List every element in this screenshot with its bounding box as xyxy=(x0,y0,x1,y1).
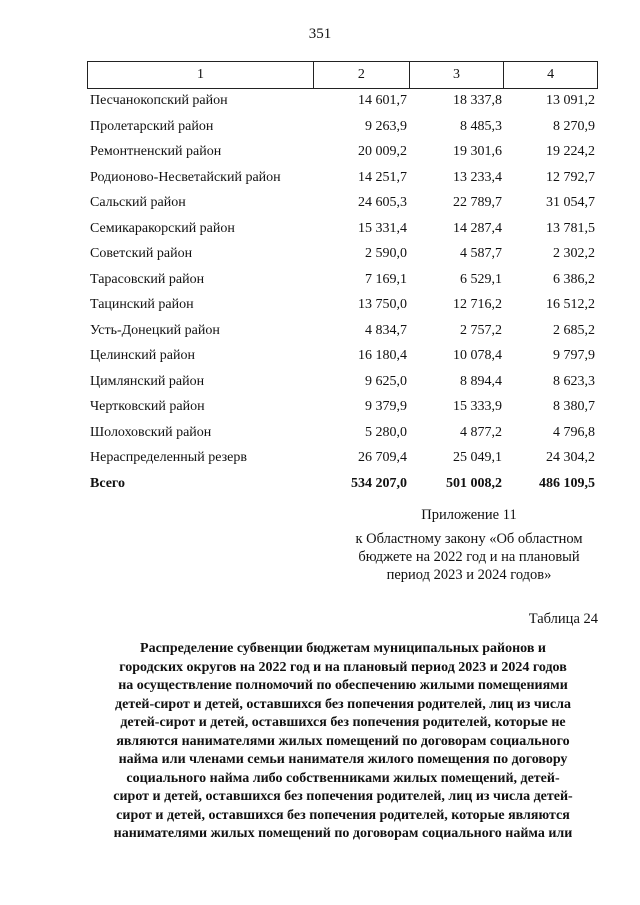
row-name: Чертковский район xyxy=(90,399,205,414)
row-value-2022: 13 750,0 xyxy=(358,297,407,312)
row-value-2023: 25 049,1 xyxy=(453,450,502,465)
row-value-2022: 24 605,3 xyxy=(358,195,407,210)
table-row xyxy=(87,241,598,267)
row-value-2023: 13 233,4 xyxy=(453,170,502,185)
row-name: Усть-Донецкий район xyxy=(90,323,220,338)
row-value-2022: 20 009,2 xyxy=(358,144,407,159)
appendix-line-3: бюджете на 2022 год и на плановый xyxy=(358,549,580,565)
table-row xyxy=(87,190,598,216)
row-value-2023: 14 287,4 xyxy=(453,221,502,236)
row-value-2023: 22 789,7 xyxy=(453,195,502,210)
title-line: городских округов на 2022 год и на плановый период 2023 и 2024 годов xyxy=(119,659,567,675)
table-row xyxy=(87,369,598,395)
row-name: Ремонтненский район xyxy=(90,144,222,159)
title-line: сирот и детей, оставшихся без попечения родителей, лиц из числа детей- xyxy=(113,789,573,804)
row-name: Песчанокопский район xyxy=(90,93,228,108)
row-value-2023: 2 757,2 xyxy=(460,323,502,338)
row-value-2023: 10 078,4 xyxy=(453,348,502,363)
row-value-2023: 6 529,1 xyxy=(460,272,502,287)
table-row xyxy=(87,343,598,369)
row-value-2022: 14 601,7 xyxy=(358,93,407,108)
table-row xyxy=(87,88,598,114)
table-header-row xyxy=(87,61,598,89)
table-row xyxy=(87,394,598,420)
table-row xyxy=(87,292,598,318)
row-value-2024: 8 270,9 xyxy=(553,119,595,134)
row-value-2022: 7 169,1 xyxy=(365,272,407,287)
row-value-2022: 16 180,4 xyxy=(358,348,407,363)
row-value-2023: 12 716,2 xyxy=(453,297,502,312)
table-label: Таблица 24 xyxy=(528,611,598,627)
title-line: являются нанимателями жилых помещений по договорам социального xyxy=(116,733,570,749)
row-value-2024: 2 302,2 xyxy=(553,246,595,261)
title-line: детей-сирот и детей, оставшихся без попечения родителей, лиц из числа xyxy=(115,696,571,712)
row-value-2022: 26 709,4 xyxy=(358,450,407,465)
row-value-2023: 15 333,9 xyxy=(453,399,502,414)
row-value-2024: 4 796,8 xyxy=(553,425,595,440)
appendix-number: Приложение 11 xyxy=(421,507,517,523)
row-name: Пролетарский район xyxy=(90,119,214,134)
appendix-line-4: период 2023 и 2024 годов» xyxy=(386,567,552,583)
row-value-2022: 5 280,0 xyxy=(365,425,407,440)
row-name: Целинский район xyxy=(90,348,195,363)
row-value-2023: 19 301,6 xyxy=(453,144,502,159)
row-value-2023: 8 485,3 xyxy=(460,119,502,134)
table-row xyxy=(87,216,598,242)
row-value-2024: 13 781,5 xyxy=(546,221,595,236)
row-name: Нераспределенный резерв xyxy=(90,450,247,465)
row-name: Тацинский район xyxy=(90,297,194,312)
table-row xyxy=(87,420,598,446)
row-value-2023: 18 337,8 xyxy=(453,93,502,108)
title-line: нанимателями жилых помещений по договорам социального найма или xyxy=(113,826,573,841)
row-value-2022: 14 251,7 xyxy=(358,170,407,185)
header-col-2: 2 xyxy=(314,62,410,88)
total-label: Всего xyxy=(90,476,125,491)
row-value-2023: 8 894,4 xyxy=(460,374,502,389)
row-value-2024: 24 304,2 xyxy=(546,450,595,465)
row-value-2022: 15 331,4 xyxy=(358,221,407,236)
row-value-2023: 4 877,2 xyxy=(460,425,502,440)
row-value-2024: 8 623,3 xyxy=(553,374,595,389)
row-name: Советский район xyxy=(90,246,193,261)
total-value-2022: 534 207,0 xyxy=(351,476,407,491)
row-value-2024: 8 380,7 xyxy=(553,399,595,414)
row-name: Семикаракорский район xyxy=(90,221,235,236)
total-value-2024: 486 109,5 xyxy=(539,476,595,491)
row-value-2022: 4 834,7 xyxy=(365,323,407,338)
row-value-2024: 31 054,7 xyxy=(546,195,595,210)
row-value-2024: 6 386,2 xyxy=(553,272,595,287)
row-value-2022: 9 263,9 xyxy=(365,119,407,134)
row-value-2022: 9 625,0 xyxy=(365,374,407,389)
row-value-2023: 4 587,7 xyxy=(460,246,502,261)
row-value-2022: 9 379,9 xyxy=(365,399,407,414)
table-row xyxy=(87,318,598,344)
title-line: сирот и детей, оставшихся без попечения родителей, которые являются xyxy=(116,807,570,823)
row-value-2024: 16 512,2 xyxy=(546,297,595,312)
row-name: Шолоховский район xyxy=(90,425,212,440)
title-line: детей-сирот и детей, оставшихся без попечения родителей, которые не xyxy=(120,715,566,730)
row-name: Родионово-Несветайский район xyxy=(90,170,281,185)
row-value-2022: 2 590,0 xyxy=(365,246,407,261)
title-line: на осуществление полномочий по обеспечению жилыми помещениями xyxy=(118,678,568,693)
appendix-line-2: к Областному закону «Об областном xyxy=(355,531,583,547)
page-number: 351 xyxy=(308,26,332,42)
row-value-2024: 19 224,2 xyxy=(546,144,595,159)
title-line: найма или членами семьи нанимателя жилого помещения по договору xyxy=(118,752,568,767)
table-row xyxy=(87,139,598,165)
header-col-4: 4 xyxy=(547,67,555,82)
row-value-2024: 13 091,2 xyxy=(546,93,595,108)
table-total-row xyxy=(87,471,598,497)
header-col-1: 1 xyxy=(88,62,314,88)
table-row xyxy=(87,165,598,191)
row-name: Сальский район xyxy=(90,195,186,210)
row-name: Цимлянский район xyxy=(90,374,205,389)
row-value-2024: 2 685,2 xyxy=(553,323,595,338)
title-line: Распределение субвенции бюджетам муниципальных районов и xyxy=(140,641,546,656)
table-row xyxy=(87,114,598,140)
total-value-2023: 501 008,2 xyxy=(446,476,502,491)
header-col-3: 3 xyxy=(410,62,505,88)
title-line: социального найма либо собственниками жилых помещений, детей- xyxy=(126,770,560,786)
table-row xyxy=(87,267,598,293)
row-value-2024: 12 792,7 xyxy=(546,170,595,185)
row-name: Тарасовский район xyxy=(90,272,205,287)
table-row xyxy=(87,445,598,471)
row-value-2024: 9 797,9 xyxy=(553,348,595,363)
document-title xyxy=(88,640,598,844)
